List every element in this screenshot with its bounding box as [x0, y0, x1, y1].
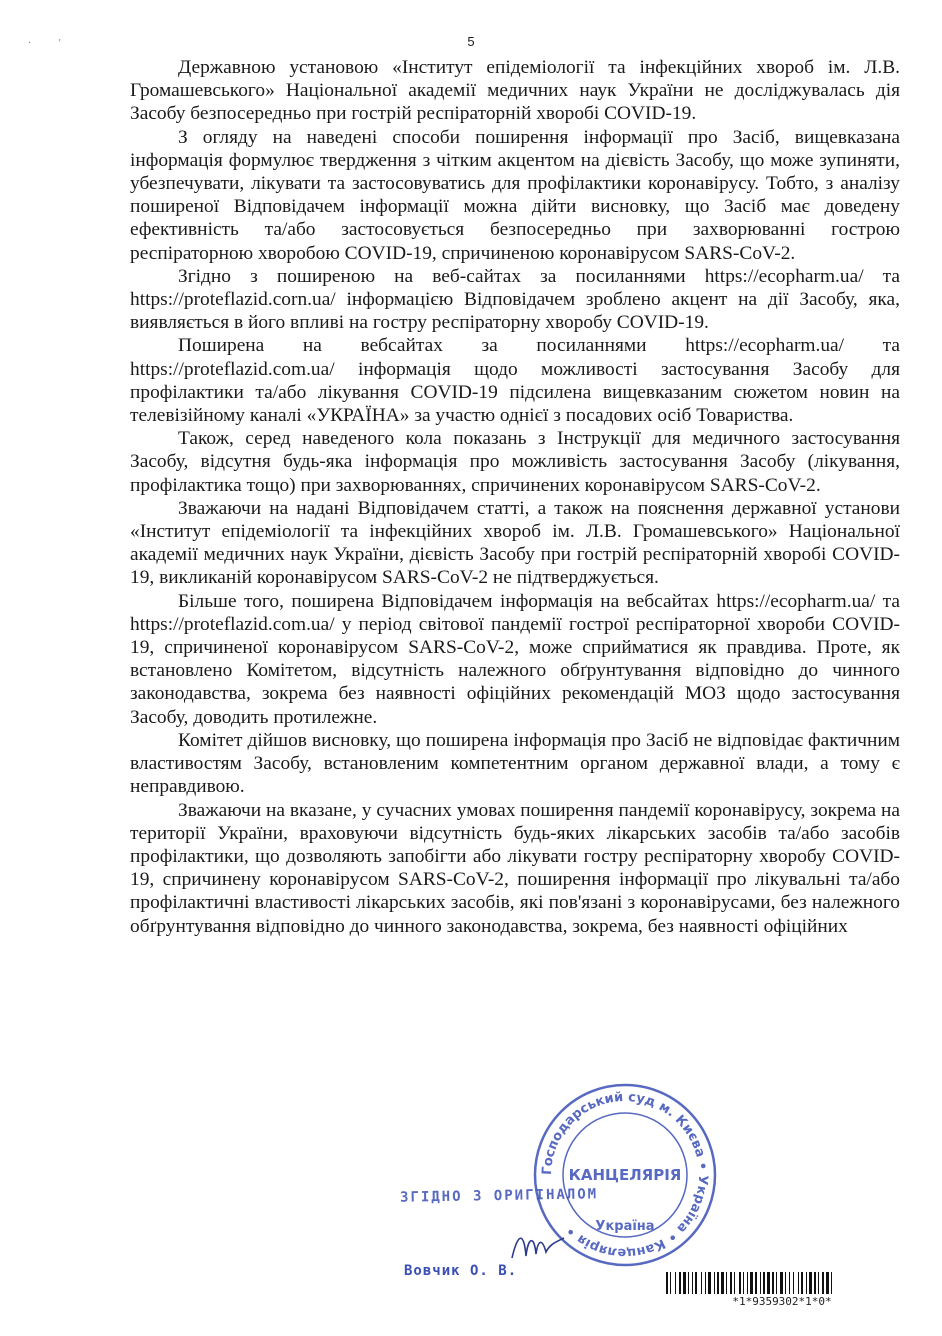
- barcode: [666, 1272, 898, 1294]
- page-number: 5: [467, 34, 475, 49]
- seal-inner-ring: [563, 1113, 687, 1237]
- barcode-number: *1*9359302*1*0*: [732, 1295, 832, 1308]
- seal-center-text: КАНЦЕЛЯРІЯ: [568, 1166, 682, 1184]
- paragraph: Поширена на вебсайтах за посиланнями https://ecopharm.ua/ та https://proteflazid.com.ua/ інформація щодо можливості застосування Засобу для профілактики та/або лікування COVID-19 підсилена вищевказаним сюжетом новин на телевізійному каналі «УКРАЇНА» за участю однієї з посадових осіб Товариства.: [130, 335, 900, 427]
- barcode-block: [666, 1272, 906, 1308]
- paragraph: Зважаючи на надані Відповідачем статті, а також на пояснення державної установи «Інститут епідеміології та інфекційних хвороб ім. Л.В. Громашевського» Національної академії медичних наук України, дієвість Засобу при гострій респіраторній хворобі COVID-19, викликаній коронавірусом SARS-CoV-2 не підтверджується.: [130, 497, 900, 589]
- paragraph: Комітет дійшов висновку, що поширена інформація про Засіб не відповідає фактичним властивостям Засобу, встановленим компетентним органом державної влади, а тому є неправдивою.: [130, 729, 900, 798]
- paragraph: Зважаючи на вказане, у сучасних умовах поширення пандемії коронавірусу, зокрема на території України, враховуючи відсутність будь-яких лікарських засобів та/або засобів профілактики, що дозволяють запобігти або лікувати гостру респіраторну хворобу COVID-19, спричинену коронавірусом SARS-CoV-2, поширення інформації про лікувальні та/або профілактичні властивості лікарських засобів, які пов'язані з коронавірусами, без належного обґрунтування відповідно до чинного законодавства, зокрема, без наявності офіційних: [130, 799, 900, 937]
- paragraph: З огляду на наведені способи поширення інформації про Засіб, вищевказана інформація формулює твердження з чітким акцентом на дієвість Засобу, що може зупиняти, убезпечувати, лікувати та застосовуватись для профілактики коронавірусу. Тобто, з аналізу поширеної Відповідачем інформації можна дійти висновку, що Засіб має доведену ефективність та/або застосовується безпосередньо при захворюванні гострою респіраторною хворобою COVID-19, спричиненою коронавірусом SARS-CoV-2.: [130, 126, 900, 264]
- signature: [508, 1228, 568, 1264]
- paragraph: Більше того, поширена Відповідачем інформація на вебсайтах https://ecopharm.ua/ та https://proteflazid.com.ua/ у період світової пандемії гострої респіраторної хвороби COVID-19, спричиненої коронавірусом SARS-CoV-2, може сприйматися як правдива. Проте, як встановлено Комітетом, відсутність належного обґрунтування відповідно до чинного законодавства, зокрема без наявності офіційних рекомендацій МОЗ щодо застосування Засобу, доводить протилежне.: [130, 590, 900, 728]
- seal-bottom-text: Україна: [595, 1219, 655, 1234]
- scan-specks: · ': [28, 38, 61, 49]
- seal-ring-text: Господарський суд м. Києва • Україна • Канцелярія •: [539, 1089, 711, 1261]
- certified-copy-stamp: ЗГІДНО З ОРИГІНАЛОМ: [399, 1186, 599, 1206]
- paragraph: Згідно з поширеною на веб-сайтах за посиланнями https://ecopharm.ua/ та https://proteflazid.corn.ua/ інформацією Відповідачем зроблено акцент на дії Засобу, яка, виявляється в його впливі на гостру респіраторну хворобу COVID-19.: [130, 265, 900, 334]
- document-body: [130, 56, 900, 938]
- signer-name: Вовчик О. В.: [404, 1263, 518, 1279]
- paragraph: Також, серед наведеного кола показань з Інструкції для медичного застосування Засобу, відсутня будь-яка інформація про можливість застосування Засобу (лікування, профілактика тощо) при захворюваннях, спричинених коронавірусом SARS-CoV-2.: [130, 428, 900, 496]
- paragraph: Державною установою «Інститут епідеміології та інфекційних хвороб ім. Л.В. Громашевського» Національної академії медичних наук України не досліджувалась дія Засобу безпосередньо при гострій респіраторній хворобі COVID-19.: [130, 57, 900, 125]
